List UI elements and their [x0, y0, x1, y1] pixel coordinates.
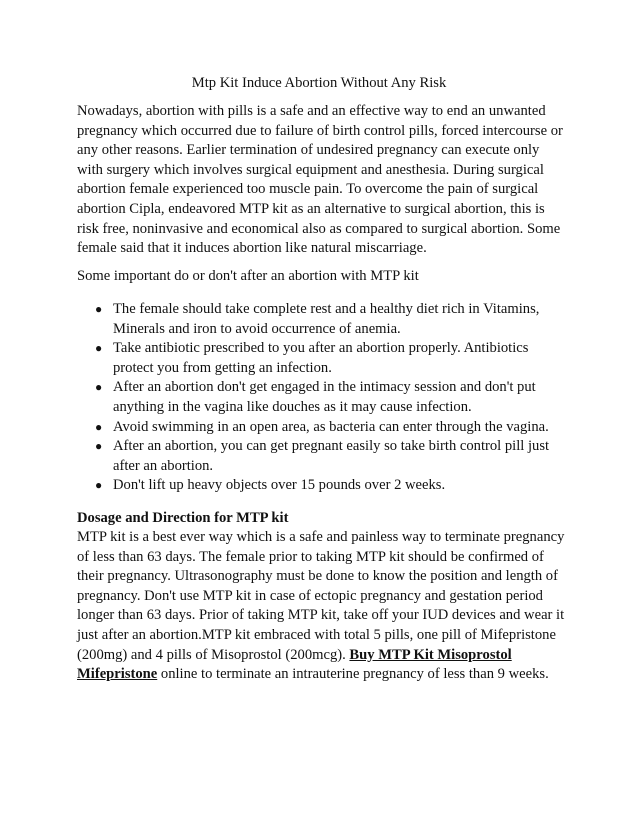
dosage-paragraph: [77, 528, 567, 685]
dosage-text-end: online to terminate an intrauterine pregnancy of less than 9 weeks.: [157, 666, 549, 683]
list-item-text: The female should take complete rest and a healthy diet rich in Vitamins, Minerals and iron to avoid occurrence of anemia.: [113, 301, 540, 337]
list-item: [77, 437, 557, 476]
buy-mtp-kit-link[interactable]: Buy MTP Kit Misoprostol Mifepristone: [77, 646, 512, 683]
bullet-icon: ●: [95, 341, 103, 356]
list-item: [77, 378, 557, 417]
list-item-text: After an abortion don't get engaged in the intimacy session and don't put anything in the vagina like douches as it may cause infection.: [113, 379, 536, 415]
bullet-icon: ●: [95, 302, 103, 316]
do-dont-heading: Some important do or don't after an abortion with MTP kit: [77, 268, 419, 284]
list-item: [77, 300, 557, 339]
bullet-icon: ●: [95, 380, 103, 395]
dosage-heading: Dosage and Direction for MTP kit: [77, 510, 289, 526]
dosage-text: MTP kit is a best ever way which is a safe and painless way to terminate pregnancy of less than 63 days. The female prior to taking MTP kit should be confirmed of their pregnancy. Ultrasonography must be done to know the position and length of pregnancy. Don't use MTP kit in case of ectopic pregnancy and gestation period longer than 63 days. Prior of taking MTP kit, take off your IUD devices and wear it just after an abortion.MTP kit embraced with total 5 pills, one pill of Mifepristone (200mg) and 4 pills of Misoprostol (200mcg).: [77, 529, 565, 663]
list-item-text: Don't lift up heavy objects over 15 pounds over 2 weeks.: [113, 477, 446, 494]
bullet-icon: ●: [95, 419, 103, 434]
list-item: [77, 476, 557, 496]
list-item: [77, 418, 557, 438]
tips-list: [77, 300, 557, 496]
bullet-icon: ●: [95, 478, 103, 493]
bullet-icon: ●: [95, 439, 103, 454]
list-item-text: Avoid swimming in an open area, as bacteria can enter through the vagina.: [113, 418, 549, 435]
page-title: Mtp Kit Induce Abortion Without Any Risk: [191, 75, 447, 91]
list-item: [77, 339, 557, 378]
intro-paragraph: Nowadays, abortion with pills is a safe and an effective way to end an unwanted pregnancy which occurred due to failure of birth control pills, forced intercourse or any other reasons. Earlier termination of undesired pregnancy can execute only with surgery which involves surgical equipment and anesthesia. During surgical abortion female experienced too muscle pain. To overcome the pain of surgical abortion Cipla, endeavored MTP kit as an alternative to surgical abortion, this is risk free, noninvasive and economical also as compared to surgical abortion. Some female said that it induces abortion like natural miscarriage.: [77, 103, 563, 257]
list-item-text: Take antibiotic prescribed to you after an abortion properly. Antibiotics protect you from getting an infection.: [113, 340, 529, 376]
list-item-text: After an abortion, you can get pregnant easily so take birth control pill just after an abortion.: [113, 438, 550, 474]
